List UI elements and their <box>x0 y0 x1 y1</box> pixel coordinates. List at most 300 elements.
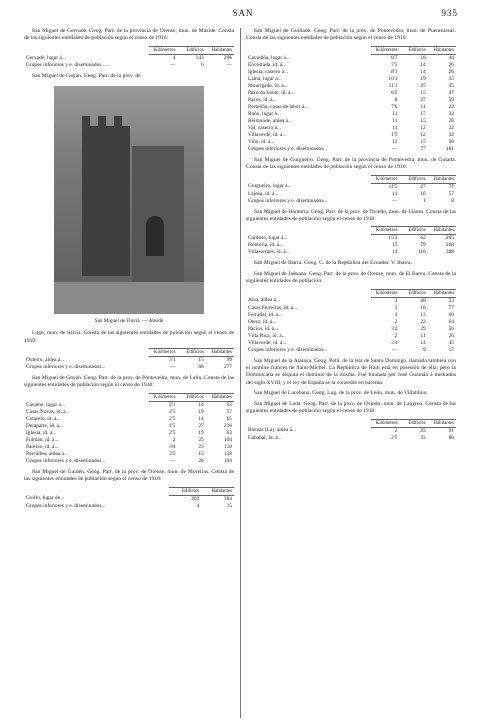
value-cell: 27 <box>420 183 426 190</box>
value-cell: 104 <box>223 436 232 443</box>
population-table <box>246 289 456 354</box>
place-name-cell: Guillu, lugar de... <box>26 495 65 502</box>
table-row <box>24 62 234 69</box>
place-name-cell: Iglesia, íd. á... <box>26 429 57 436</box>
column-header: Kilómetros <box>149 46 177 54</box>
header-blank <box>246 46 371 54</box>
place-name-cell: Cardoso, lugar á... <box>248 235 288 242</box>
value-cell: 13 <box>420 311 426 318</box>
column-header: Edificios <box>399 175 427 183</box>
value-cell: 12 <box>420 124 426 131</box>
page-header <box>24 8 462 22</box>
place-name-cell: Ferradal, íd. á... <box>248 311 282 318</box>
value-cell: 13 <box>392 138 398 145</box>
table-row <box>246 333 456 340</box>
value-cell: 6'5 <box>391 89 398 96</box>
value-cell: 203 <box>191 495 200 502</box>
value-cell: 15 <box>226 502 232 509</box>
population-table <box>246 226 456 256</box>
value-cell: 35 <box>448 75 454 82</box>
place-name-cell: Villasormes, íd. á... <box>248 249 290 256</box>
place-name-cell: Pacios, íd. á... <box>248 325 279 332</box>
column-header: Habitantes <box>428 227 456 235</box>
arch-window <box>146 216 164 256</box>
table-row <box>246 111 456 118</box>
place-name-cell: Mourigade, íd. á... <box>248 82 288 89</box>
value-cell: — <box>170 364 176 371</box>
value-cell: 11 <box>392 190 398 197</box>
table-header-row <box>24 349 234 357</box>
population-table <box>24 487 234 510</box>
column-header: Edificios <box>399 419 427 427</box>
place-name-cell: Porteliña, casas de labor á... <box>248 103 309 110</box>
value-cell: 47 <box>448 89 454 96</box>
column-header: Edificios <box>177 46 205 54</box>
place-name-cell: Grupos inferiores y e. diseminados... <box>26 502 106 509</box>
table-row <box>246 347 456 354</box>
value-cell: 19 <box>420 75 426 82</box>
place-name-cell: Encostada, íd. á... <box>248 61 287 68</box>
place-name-cell: Otero, íd. á... <box>248 318 277 325</box>
value-cell: 45 <box>448 339 454 346</box>
value-cell: 3 <box>394 297 398 304</box>
value-cell: 86 <box>198 364 204 371</box>
value-cell: 143 <box>195 54 204 61</box>
value-cell: 15 <box>392 242 398 249</box>
value-cell: 14 <box>420 61 426 68</box>
table-row <box>246 427 456 435</box>
value-cell: 9 <box>423 346 426 353</box>
value-cell: 80 <box>448 434 454 441</box>
table-row <box>246 297 456 305</box>
value-cell: 15'3 <box>388 235 398 242</box>
value-cell: 181 <box>445 145 454 152</box>
value-cell: 14 <box>392 249 398 256</box>
place-name-cell: Gervade, lugar á... <box>26 54 66 61</box>
running-title: SAN <box>232 8 254 18</box>
table-row <box>24 451 234 458</box>
value-cell: 1'5 <box>169 422 176 429</box>
value-cell: 14 <box>198 415 204 422</box>
column-header: Edificios <box>399 227 427 235</box>
value-cell: 8 <box>394 96 398 103</box>
value-cell: 3'4 <box>391 339 398 346</box>
place-name-cell: Porcallos, aldea á... <box>26 450 68 457</box>
place-name-cell: Villa Rica, íd. á... <box>248 332 286 339</box>
entry-lacebana: San Miguel de Lacebana. Geog. Lug. de la prov. de León, mun. de Villablino. <box>254 390 428 397</box>
place-name-cell: Grupos inferiores y e. diseminados... <box>26 457 106 464</box>
ground <box>54 282 204 314</box>
header-blank <box>246 175 371 183</box>
value-cell: 104 <box>223 457 232 464</box>
value-cell: 12 <box>420 131 426 138</box>
value-cell: 11 <box>420 332 426 339</box>
value-cell: 77 <box>420 145 426 152</box>
value-cell: 26 <box>448 332 454 339</box>
value-cell: 33 <box>420 434 426 441</box>
value-cell: 63 <box>226 429 232 436</box>
value-cell: 3'2 <box>391 325 398 332</box>
value-cell: 33 <box>420 427 426 434</box>
entry-jadoaza: San Miguel de Jadoaza. Geog. Parr. de la prov. de Orense, mun. de El Barco. Consta de la siguientes entidades de población: <box>246 270 456 285</box>
place-name-cell: Hontoria, íd. á... <box>248 242 284 249</box>
value-cell: 29 <box>420 325 426 332</box>
value-cell: 14 <box>198 401 204 408</box>
table-row <box>246 249 456 256</box>
place-name-cell: Grupos inferiores y e. diseminados... <box>26 364 106 371</box>
header-blank <box>246 227 371 235</box>
column-divider <box>240 28 241 718</box>
value-cell: 1'5 <box>391 131 398 138</box>
value-cell: — <box>392 145 398 152</box>
value-cell: 2'5 <box>391 434 398 441</box>
place-name-cell: Villaverde, íd. á... <box>248 339 287 346</box>
value-cell: 8'7 <box>391 54 398 61</box>
place-name-cell: Viño, íd. á... <box>248 138 275 145</box>
table-row <box>246 97 456 104</box>
value-cell: 8'1 <box>391 68 398 75</box>
entry-ibarra: San Miguel de Ibarra. Geog. C. de la República del Ecuador. V. Ibarra. <box>254 260 412 267</box>
value-cell: 56 <box>448 325 454 332</box>
table-row <box>246 146 456 153</box>
place-name-cell: Pazos, íd. á... <box>248 96 277 103</box>
column-header: Kilómetros <box>149 393 177 401</box>
value-cell: 15 <box>420 117 426 124</box>
table-row <box>24 503 234 510</box>
photo-caption: San Miguel de Fluviá. — Ábside <box>94 318 164 325</box>
value-cell: 11'1 <box>388 82 398 89</box>
value-cell: — <box>226 61 232 68</box>
value-cell: 2'5 <box>169 408 176 415</box>
place-name-cell: Pareixo, íd. á... <box>26 443 59 450</box>
table-row <box>246 340 456 347</box>
place-name-cell: Delaparte, íd. á... <box>26 422 63 429</box>
table-row <box>246 62 456 69</box>
column-header: Habitantes <box>428 419 456 427</box>
column-header: Habitantes <box>428 46 456 54</box>
value-cell: 64 <box>448 318 454 325</box>
column-header: Kilómetros <box>371 289 399 297</box>
header-blank <box>246 289 371 297</box>
column-header: Habitantes <box>206 46 234 54</box>
table-row <box>24 423 234 430</box>
table-row <box>246 305 456 312</box>
place-name-cell: Fulmán, íd. á... <box>26 436 59 443</box>
value-cell: 32 <box>448 124 454 131</box>
column-header: Habitantes <box>206 393 234 401</box>
table-row <box>24 495 234 503</box>
header-blank <box>24 393 149 401</box>
value-cell: 1 <box>423 197 426 204</box>
value-cell: 5'1 <box>169 357 176 364</box>
value-cell: 57 <box>448 190 454 197</box>
value-cell: 32 <box>448 110 454 117</box>
place-name-cell: Grupos inferiores y e. diseminados....... <box>26 61 111 68</box>
column-header: Habitantes <box>428 175 456 183</box>
table-row <box>246 83 456 90</box>
value-cell: 14 <box>420 68 426 75</box>
value-cell: 19 <box>198 408 204 415</box>
place-name-cell: Outeiro, aldea á... <box>26 356 65 363</box>
church-apse-photo <box>54 86 204 314</box>
value-cell: 2 <box>172 436 176 443</box>
place-name-cell: Cabañal, íd. á... <box>248 434 282 441</box>
place-name-cell: Gurgueiro, lugar á... <box>248 183 292 190</box>
left-column <box>24 28 234 514</box>
place-name-cell: Cavadiña, lugar á... <box>248 54 290 61</box>
value-cell: 26 <box>198 457 204 464</box>
table-row <box>246 326 456 333</box>
value-cell: 65 <box>226 415 232 422</box>
place-name-cell: Grupos inferiores y e. diseminados... <box>248 346 328 353</box>
entry-guiden: San Miguel de Guidén. Geog. Parr. de la prov. de Orense, mun. de Moreiras. Consta de las siguientes entidades de población según el censo de 1910: <box>24 468 234 483</box>
table-row <box>24 401 234 409</box>
value-cell: 14 <box>420 339 426 346</box>
value-cell: 15 <box>198 450 204 457</box>
value-cell: 11 <box>420 103 426 110</box>
value-cell: 158 <box>223 450 232 457</box>
value-cell: 60 <box>448 311 454 318</box>
value-cell: 23 <box>198 443 204 450</box>
value-cell: 26 <box>448 61 454 68</box>
value-cell: 11 <box>392 117 398 124</box>
table-row <box>24 430 234 437</box>
value-cell: 384 <box>223 495 232 502</box>
place-name-cell: Raño, lugar á... <box>248 110 281 117</box>
value-cell: 99 <box>226 357 232 364</box>
table-header-row <box>246 227 456 235</box>
place-name-cell: Aisó, aldea á... <box>248 297 281 304</box>
place-name-cell: Casas Ferreiras, íd. á... <box>248 304 298 311</box>
value-cell: 2'1 <box>169 401 176 408</box>
place-name-cell: Villaverde, íd. á... <box>248 131 287 138</box>
table-row <box>24 357 234 365</box>
value-cell: 22 <box>420 318 426 325</box>
place-name-cell: Casas Novas, íd. á... <box>26 408 70 415</box>
value-cell: 25 <box>198 436 204 443</box>
place-name-cell: Cácame, lugar á... <box>26 401 65 408</box>
table-row <box>246 69 456 76</box>
column-header: Kilómetros <box>371 419 399 427</box>
population-table <box>246 175 456 205</box>
place-name-cell: Iglesia, caserío á... <box>248 68 289 75</box>
value-cell: — <box>392 346 398 353</box>
value-cell: 296 <box>223 54 232 61</box>
column-header: Edificios <box>177 393 205 401</box>
table-row <box>24 416 234 423</box>
value-cell: 15 <box>420 138 426 145</box>
value-cell: 53 <box>448 297 454 304</box>
value-cell: 3'5 <box>169 450 176 457</box>
population-table <box>246 46 456 153</box>
value-cell: 2'5 <box>169 415 176 422</box>
header-blank <box>24 349 149 357</box>
table-row <box>246 104 456 111</box>
population-table <box>24 393 234 465</box>
value-cell: 11 <box>392 110 398 117</box>
value-cell: 15 <box>420 89 426 96</box>
value-cell: 3 <box>394 311 398 318</box>
place-name-cell: Boceas (La), aldea á... <box>248 427 297 434</box>
value-cell: 277 <box>223 364 232 371</box>
place-name-cell: Cotarelo, íd. á... <box>26 415 61 422</box>
value-cell: 16 <box>420 190 426 197</box>
place-name-cell: Pazo da Fonte, íd. á... <box>248 89 295 96</box>
value-cell: 25 <box>420 82 426 89</box>
column-header: Edificios <box>399 289 427 297</box>
table-header-row <box>24 487 234 495</box>
table-header-row <box>24 46 234 54</box>
value-cell: 77 <box>448 183 454 190</box>
table-row <box>246 312 456 319</box>
table-header-row <box>246 419 456 427</box>
value-cell: 28 <box>448 117 454 124</box>
header-blank <box>24 46 149 54</box>
entry-gurgueiro: San Miguel de Gurgueiro. Geog. Parr. de la provincia de Pontevedra, mun. de Golada. Consta de las siguientes entidades de población según el censo de 1910: <box>246 156 456 171</box>
value-cell: 57 <box>226 408 232 415</box>
value-cell: 2 <box>394 318 398 325</box>
table-row <box>24 54 234 62</box>
table-row <box>246 198 456 205</box>
column-header: Habitantes <box>206 349 234 357</box>
value-cell: 7'5 <box>391 61 398 68</box>
table-row <box>246 90 456 97</box>
table-row <box>246 132 456 139</box>
entry-guillade: San Miguel de Guillade. Geog. Parr. de la prov. de Pontevedra, mun. de Puenteáreas. Consta de las siguientes entidades de población según el censo de 1910: <box>246 28 456 42</box>
value-cell: 2 <box>394 332 398 339</box>
value-cell: 118 <box>224 443 232 450</box>
entry-hontoria: San Miguel de Hontoria. Geog. Parr. de la prov. de Oviedo, mun. de Llanes. Consta de las siguientes entidades de población según el censo de 1910: <box>246 208 456 223</box>
population-table <box>24 46 234 69</box>
value-cell: 2'5 <box>169 429 176 436</box>
population-table <box>246 419 456 442</box>
entry-lada: San Miguel de Lada. Geog. Parr. de la prov. de Oviedo, mun. de Langreo. Consta de las siguientes entidades de población según el censo de 1910: <box>246 400 456 415</box>
value-cell: 27 <box>198 422 204 429</box>
value-cell: 44 <box>448 54 454 61</box>
value-cell: — <box>170 61 176 68</box>
value-cell: 15 <box>198 357 204 364</box>
column-header: Edificios <box>399 46 427 54</box>
value-cell: 16 <box>420 54 426 61</box>
value-cell: 26 <box>420 297 426 304</box>
value-cell: 17 <box>448 346 454 353</box>
value-cell: 4 <box>196 502 200 509</box>
place-name-cell: Grupos inferiores y e. diseminados... <box>248 145 328 152</box>
value-cell: 7'6 <box>391 103 398 110</box>
value-cell: 55 <box>448 82 454 89</box>
column-header: Edificios <box>169 487 202 495</box>
table-header-row <box>24 393 234 401</box>
table-row <box>24 409 234 416</box>
value-cell: 6 <box>201 61 204 68</box>
table-row <box>246 125 456 132</box>
value-cell: 265 <box>445 235 454 242</box>
value-cell: 216 <box>223 422 232 429</box>
column-header: Kilómetros <box>371 227 399 235</box>
value-cell: 8 <box>451 197 454 204</box>
value-cell: 11 <box>392 124 398 131</box>
value-cell: — <box>170 457 176 464</box>
value-cell: 16 <box>420 304 426 311</box>
value-cell: 388 <box>445 249 454 256</box>
table-row <box>246 139 456 146</box>
table-header-row <box>246 46 456 54</box>
place-name-cell: Val, caserío á... <box>248 124 281 131</box>
header-blank <box>246 419 371 427</box>
table-row <box>246 242 456 249</box>
population-table <box>24 348 234 371</box>
table-row <box>24 364 234 371</box>
table-row <box>24 437 234 444</box>
column-header: Habitantes <box>428 289 456 297</box>
value-cell: 3'4 <box>169 443 176 450</box>
column-header: Kilómetros <box>149 349 177 357</box>
value-cell: 26 <box>448 68 454 75</box>
right-column <box>246 28 456 514</box>
entry-atalaya: San Miguel de la Atalaya. Geog. Pobl. de la isla de Santo Domingo, llamada también con el nombre francés de Saint-Michel. La República de Haití está en posesión de ella; pero la Dominicana se disputa el dominio de la misma. Fué fundada por José Guzmán á mediados del siglo XVIII, y el rey de España se la concedió en baronía. <box>246 357 456 386</box>
value-cell: 30 <box>448 138 454 145</box>
tower-shape <box>82 126 130 276</box>
value-cell: 10'1 <box>388 75 398 82</box>
value-cell: 17 <box>420 110 426 117</box>
entry-goyan-pontevedra: San Miguel de Goyán. Geog. Parr. de la prov. de Pontevedra, mun. de Lalín. Consta de las siguientes entidades de población según el censo de 1910: <box>24 375 234 389</box>
entry-goyan-title: San Miguel de Goyán. Geog. Parr. de la prov. de <box>32 72 141 79</box>
column-header: Kilómetros <box>371 175 399 183</box>
value-cell: 32 <box>448 131 454 138</box>
value-cell: 27 <box>420 96 426 103</box>
value-cell: — <box>392 197 398 204</box>
place-name-cell: Lajosa, íd. á... <box>248 190 279 197</box>
table-row <box>246 319 456 326</box>
place-name-cell: Reimonde, aldea á... <box>248 117 293 124</box>
table-row <box>246 235 456 243</box>
header-blank <box>24 487 169 495</box>
value-cell: 4 <box>172 54 176 61</box>
value-cell: 22 <box>448 103 454 110</box>
two-column-body <box>24 28 462 514</box>
value-cell: 11'5 <box>388 183 398 190</box>
value-cell: 62 <box>420 235 426 242</box>
value-cell: 3 <box>394 304 398 311</box>
table-row <box>246 183 456 191</box>
value-cell: 53 <box>226 401 232 408</box>
value-cell: 91 <box>448 427 454 434</box>
value-cell: 19 <box>198 429 204 436</box>
entry-gervade: San Miguel de Gervade. Geog. Parr. de la provincia de Orense, mun. de Maside. Consta de las siguientes entidades de población según el censo de 1910: <box>24 28 234 42</box>
column-header: Kilómetros <box>371 46 399 54</box>
table-row <box>246 435 456 442</box>
value-cell: 2 <box>394 427 398 434</box>
value-cell: 116 <box>417 249 426 256</box>
place-name-cell: Lama, lugar á... <box>248 75 282 82</box>
table-row <box>24 444 234 451</box>
table-row <box>24 458 234 465</box>
value-cell: 79 <box>420 242 426 249</box>
table-row <box>246 76 456 83</box>
value-cell: 268 <box>445 242 454 249</box>
place-name-cell: Grupos inferiores y e. diseminados... <box>248 197 328 204</box>
entry-lugo: Lugo, mun. de Sarria. Consta de las siguientes entidades de población según el censo de 1910: <box>24 330 234 344</box>
table-header-row <box>246 289 456 297</box>
table-row <box>246 191 456 198</box>
value-cell: 59 <box>448 96 454 103</box>
page-number: 935 <box>441 8 458 18</box>
column-header: Habitantes <box>201 487 234 495</box>
value-cell: 77 <box>448 304 454 311</box>
table-row <box>246 54 456 62</box>
table-row <box>246 118 456 125</box>
column-header: Edificios <box>177 349 205 357</box>
